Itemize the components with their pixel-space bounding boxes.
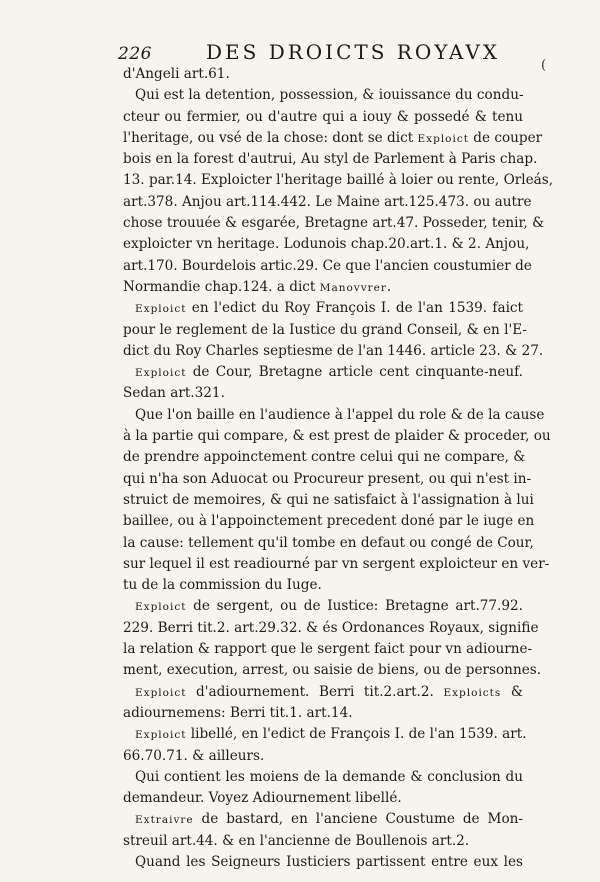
text-run: à la partie qui compare, & est prest de plaider & proceder, ou	[123, 428, 551, 445]
text-line	[123, 831, 523, 852]
text-run: &	[501, 683, 523, 700]
text-line	[123, 746, 523, 767]
text-line	[123, 809, 523, 830]
text-run: l'heritage, ou vsé de la chose: dont se dict	[123, 129, 418, 146]
text-line	[123, 703, 523, 724]
text-line	[123, 575, 523, 596]
text-run: ment, execution, arrest, ou saisie de biens, ou de personnes.	[123, 662, 542, 679]
text-run: Qui contient les moiens de la demande & conclusion du	[135, 768, 523, 785]
text-run: de prendre appoinctement contre celui qui ne compare, &	[123, 449, 526, 466]
text-run: struict de memoires, & qui ne satisfaict à l'assignation à lui	[123, 491, 534, 508]
text-line	[123, 788, 523, 809]
text-run: Normandie chap.124. a dict	[123, 278, 320, 295]
page-number: 226	[118, 44, 152, 64]
text-line	[123, 128, 543, 149]
text-line	[123, 469, 532, 490]
text-line	[123, 256, 532, 277]
text-line	[123, 277, 523, 298]
text-line	[123, 724, 527, 745]
text-run: streuil art.44. & en l'ancienne de Boullenois art.2.	[123, 832, 470, 849]
text-line	[123, 234, 530, 255]
running-title: DES DROICTS ROYAVX	[206, 40, 501, 64]
text-run: exploicter vn heritage. Lodunois chap.20.art.1. & 2. Anjou,	[123, 236, 530, 253]
text-line	[123, 852, 523, 873]
text-run: cteur ou fermier, ou d'autre qui a iouy & possedé & tenu	[123, 108, 523, 125]
small-caps-term: Exploict	[135, 686, 187, 699]
text-run: 66.70.71. & ailleurs.	[123, 747, 265, 764]
text-line	[123, 405, 545, 426]
text-line	[123, 447, 526, 468]
text-line	[123, 554, 550, 575]
text-line	[123, 618, 539, 639]
text-line	[123, 682, 523, 703]
text-line	[123, 660, 542, 681]
text-run: d'Angeli art.61.	[123, 66, 230, 82]
text-run: pour le reglement de la Iustice du grand Conseil, & en l'E-	[123, 321, 527, 338]
text-line	[123, 639, 533, 660]
small-caps-term: Exploict	[135, 729, 187, 742]
text-line	[123, 511, 535, 532]
text-line	[123, 341, 544, 362]
text-run: art.170. Bourdelois artic.29. Ce que l'ancien coustumier de	[123, 257, 532, 274]
small-caps-term: Extraivre	[135, 814, 194, 827]
text-line	[123, 149, 538, 170]
text-run: de Cour, Bretagne article cent cinquante-neuf.	[186, 364, 523, 381]
text-run: qui n'ha son Aduocat ou Procureur present, ou qui n'est in-	[123, 470, 532, 487]
small-caps-term: Exploict	[135, 367, 187, 380]
text-line	[123, 596, 523, 617]
text-run: d'adiournement. Berri tit.2.art.2.	[186, 683, 444, 700]
text-run: 229. Berri tit.2. art.29.32. & és Ordonances Royaux, signifie	[123, 619, 539, 636]
text-line	[123, 298, 523, 319]
text-run: bois en la forest d'autrui, Au styl de Parlement à Paris chap.	[123, 151, 538, 168]
text-run: la relation & rapport que le sergent faict pour vn adiourne-	[123, 641, 533, 658]
text-run: sur lequel il est readiourné par vn sergent exploicteur en ver-	[123, 555, 550, 572]
text-line	[123, 213, 545, 234]
text-run: adiournemens: Berri tit.1. art.14.	[123, 704, 353, 721]
text-run: chose trouuée & esgarée, Bretagne art.47. Posseder, tenir, &	[123, 215, 545, 232]
text-line	[123, 767, 523, 788]
text-run: Sedan art.321.	[123, 385, 225, 402]
text-run: baillee, ou à l'appoinctement precedent doné par le iuge en	[123, 513, 535, 530]
text-run: la cause: tellement qu'il tombe en defaut ou congé de Cour,	[123, 534, 534, 551]
text-run: 13. par.14. Exploicter l'heritage baillé à loier ou rente, Orleás,	[123, 172, 554, 189]
text-line	[123, 192, 532, 213]
margin-mark: (	[541, 58, 547, 73]
small-caps-term: Manovvrer	[319, 281, 387, 294]
text-line	[123, 85, 523, 106]
text-line	[123, 490, 534, 511]
text-run: tu de la commission du Iuge.	[123, 577, 322, 594]
text-run: de bastard, en l'anciene Coustume de Mon-	[193, 811, 523, 828]
small-caps-term: Exploict	[135, 303, 187, 316]
text-run: de sergent, ou de Iustice: Bretagne art.77.92.	[186, 598, 523, 615]
text-run: dict du Roy Charles septiesme de l'an 1446. article 23. & 27.	[123, 342, 544, 359]
text-line	[123, 64, 523, 85]
small-caps-term: Exploict	[135, 601, 187, 614]
text-run: Qui est la detention, possession, & iouissance du condu-	[135, 87, 524, 104]
text-line	[123, 533, 534, 554]
small-caps-term: Exploict	[417, 132, 469, 145]
text-run: Que l'on baille en l'audience à l'appel du role & de la cause	[135, 406, 545, 423]
text-line	[123, 320, 527, 341]
text-run: libellé, en l'edict de François I. de l'an 1539. art.	[186, 726, 527, 743]
text-run: en l'edict du Roy François I. de l'an 1539. faict	[186, 300, 523, 317]
text-line	[123, 426, 551, 447]
text-line	[123, 170, 554, 191]
text-line	[123, 362, 523, 383]
text-run: demandeur. Voyez Adiournement libellé.	[123, 790, 402, 807]
text-run: art.378. Anjou art.114.442. Le Maine art.125.473. ou autre	[123, 193, 532, 210]
body-text	[123, 64, 554, 873]
small-caps-term: Exploicts	[443, 686, 502, 699]
text-run: .	[386, 278, 392, 295]
text-run: Quand les Seigneurs Iusticiers partissent entre eux les	[135, 853, 523, 870]
text-line	[123, 383, 523, 404]
text-line	[123, 107, 523, 128]
text-run: de couper	[468, 129, 543, 146]
